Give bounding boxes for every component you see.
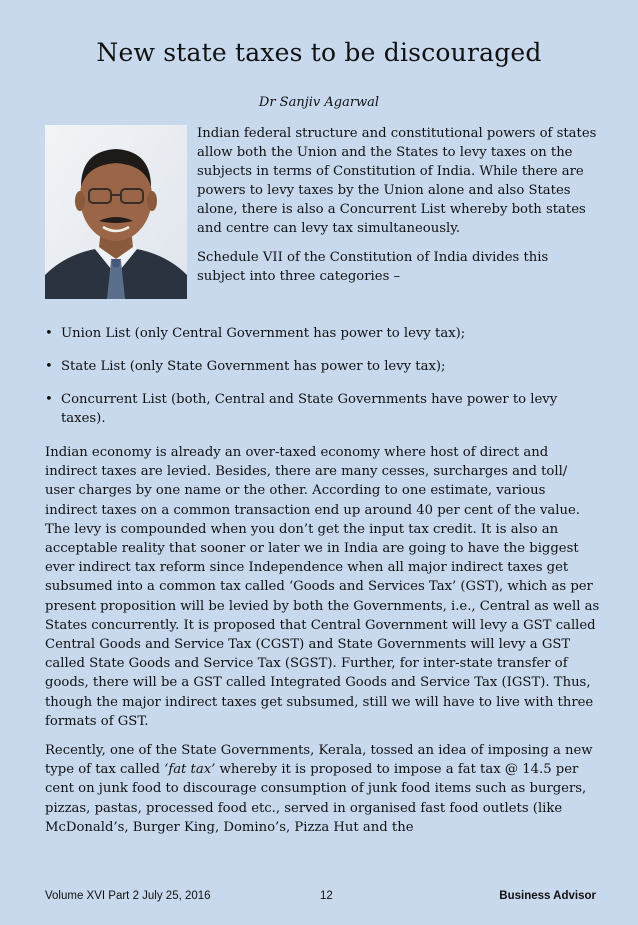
list-item: • Union List (only Central Government has power to levy tax); xyxy=(45,324,600,343)
intro-paragraph-2: Schedule VII of the Constitution of India divides this subject into three categories – xyxy=(197,250,549,284)
list-item: • Concurrent List (both, Central and State Governments have power to levy taxes). xyxy=(45,390,600,428)
body-paragraph-2-text-end: whereby it is proposed to impose a fat tax @ 14.5 per cent on junk food to discourage consumption of junk food items such as burgers, pizzas, pastas, processed food etc., served in organised fast food outlets (like McDonald’s, Burger King, Domino’s, Pizza Hut and the xyxy=(45,762,587,835)
footer-volume: Volume XVI Part 2 July 25, 2016 xyxy=(45,890,211,902)
author-byline: Dr Sanjiv Agarwal xyxy=(258,95,380,110)
tax-lists-bullets xyxy=(45,324,600,442)
footer-page-number: 12 xyxy=(320,890,333,902)
list-item: • State List (only State Government has power to levy tax); xyxy=(45,357,600,376)
fat-tax-term: ‘fat tax’ xyxy=(164,762,216,778)
article-title: New state taxes to be discouraged xyxy=(96,38,542,67)
intro-paragraph-1: Indian federal structure and constitutional powers of states allow both the Union and the States to levy taxes on the subjects in terms of Constitution of India. While there are powers to levy taxes by the Union alone and also States alone, there is also a Concurrent List whereby both states and centre can levy tax simultaneously. xyxy=(197,126,597,236)
body-paragraph-2 xyxy=(45,741,600,837)
intro-column xyxy=(197,124,597,296)
body-paragraph-1: Indian economy is already an over-taxed economy where host of direct and indirect taxes are levied. Besides, there are many cesses, surcharges and toll/ user charges by one name or the other. According to one estimate, various indirect taxes on a common transaction end up around 40 per cent of the value. The levy is compounded when you don’t get the input tax credit. It is also an acceptable reality that sooner or later we in India are going to have the biggest ever indirect tax reform since Independence when all major indirect taxes get subsumed into a common tax called ‘Goods and Services Tax’ (GST), which as per present proposition will be levied by both the Governments, i.e., Central as well as States concurrently. It is proposed that Central Government will levy a GST called Central Goods and Service Tax (CGST) and State Governments will levy a GST called State Goods and Service Tax (SGST). Further, for inter-state transfer of goods, there will be a GST called Integrated Goods and Service Tax (IGST). Thus, though the major indirect taxes get subsumed, still we will have to live with three formats of GST. xyxy=(45,445,600,729)
page-footer xyxy=(45,890,596,906)
author-photo xyxy=(45,125,187,299)
article-body xyxy=(45,443,600,847)
body-paragraph-2-text-start: Recently, one of the State Governments, Kerala, tossed an idea of imposing a new type of tax called xyxy=(45,743,593,778)
footer-publication: Business Advisor xyxy=(499,890,596,902)
